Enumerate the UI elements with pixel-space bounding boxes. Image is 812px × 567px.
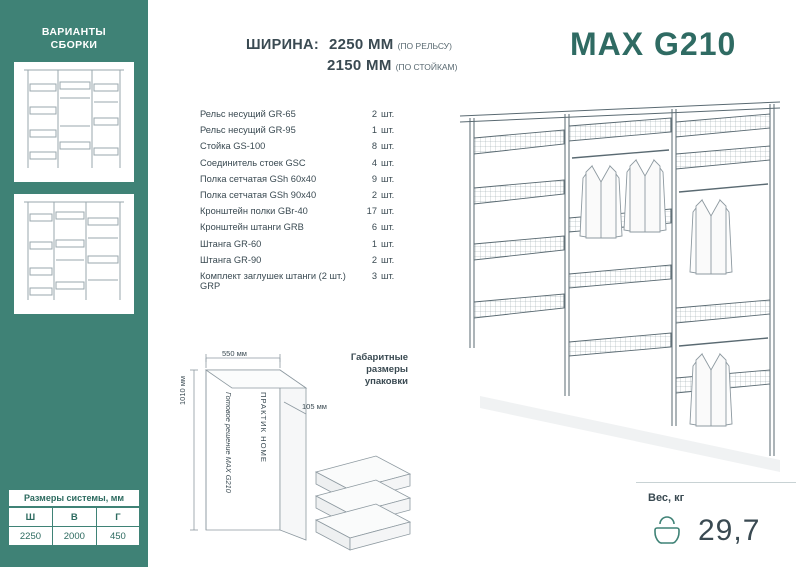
width-rail-value: 2250 ММ [328,36,394,53]
parts-list [200,108,410,294]
part-qty: 1 [371,238,377,249]
size-header-d: Г [96,508,139,527]
width-row-post [246,57,546,74]
page-title: MAX G210 [570,26,737,62]
system-sizes-title: Размеры системы, мм [8,489,140,507]
list-item [200,270,410,294]
size-value-w: 2250 [9,527,53,546]
assembly-variants-title [0,26,148,52]
wardrobe-system-illustration [440,96,800,476]
size-value-d: 450 [96,527,139,546]
list-item [200,189,410,205]
part-name: Рельс несущий GR-95 [200,125,296,136]
part-name: Соединитель стоек GSC [200,157,306,168]
package-width-label: 550 мм [222,349,247,358]
weight-divider [636,482,796,483]
assembly-variant-2 [14,194,134,314]
part-unit: шт. [381,222,395,233]
list-item [200,205,410,221]
part-unit: шт. [381,254,395,265]
width-label: ШИРИНА: [246,37,319,53]
list-item [200,140,410,156]
list-item [200,124,410,140]
list-item [200,108,410,124]
list-item [200,157,410,173]
part-qty: 2 [371,109,377,119]
list-item [200,254,410,270]
size-header-h: В [52,508,96,527]
part-unit: шт. [381,125,395,136]
part-name: Штанга GR-90 [200,254,262,265]
packaging-title [322,352,408,388]
width-post-note: (ПО СТОЙКАМ) [395,62,458,72]
weight-label: Вес, кг [648,492,685,504]
width-specification [246,36,546,74]
left-panel [0,0,148,567]
package-depth-label: 105 мм [302,402,327,411]
part-name: Кронштейн штанги GRB [200,222,304,233]
package-label-brand: ПРАКТИК HOME [259,392,268,463]
part-qty: 4 [371,157,377,168]
part-unit: шт. [381,157,395,168]
part-unit: шт. [381,270,395,281]
part-name: Кронштейн полки GBr-40 [200,206,308,217]
part-unit: шт. [381,189,395,200]
part-qty: 6 [371,222,377,233]
part-qty: 17 [366,206,377,217]
packaging-title-line3: упаковки [364,376,408,387]
part-name: Стойка GS-100 [200,141,266,152]
system-sizes-table [8,507,140,546]
part-unit: шт. [381,141,395,152]
part-unit: шт. [381,173,395,184]
part-name: Рельс несущий GR-65 [200,109,296,119]
assembly-variants-title-line1: ВАРИАНТЫ [41,26,107,38]
table-row-headers [9,508,140,527]
weight-value: 29,7 [698,514,761,547]
table-row-values [9,527,140,546]
width-rail-note: (ПО РЕЛЬСУ) [397,41,452,51]
part-name: Комплект заглушек штанги (2 шт.) GRP [200,270,346,292]
packaging-title-line1: Габаритные [350,352,408,363]
part-qty: 9 [371,173,377,184]
list-item [200,173,410,189]
part-unit: шт. [381,238,395,249]
part-qty: 1 [371,125,377,136]
part-unit: шт. [381,109,395,119]
size-header-w: Ш [9,508,53,527]
width-row-rail [246,36,546,53]
width-post-value: 2150 ММ [327,57,392,74]
part-qty: 2 [371,254,377,265]
weight-icon [648,512,688,556]
part-unit: шт. [381,206,395,217]
part-qty: 3 [371,270,377,281]
package-height-label: 1010 мм [178,375,187,405]
list-item [200,238,410,254]
part-name: Полка сетчатая GSh 60х40 [200,173,317,184]
part-name: Штанга GR-60 [200,238,262,249]
list-item [200,221,410,237]
part-name: Полка сетчатая GSh 90х40 [200,189,317,200]
packaging-title-line2: размеры [366,364,408,375]
assembly-variants-title-line2: СБОРКИ [50,39,98,51]
part-qty: 2 [371,189,377,200]
package-label-product: Готовое решение MAX G210 [224,392,233,493]
size-value-h: 2000 [52,527,96,546]
assembly-variant-1 [14,62,134,182]
part-qty: 8 [371,141,377,152]
